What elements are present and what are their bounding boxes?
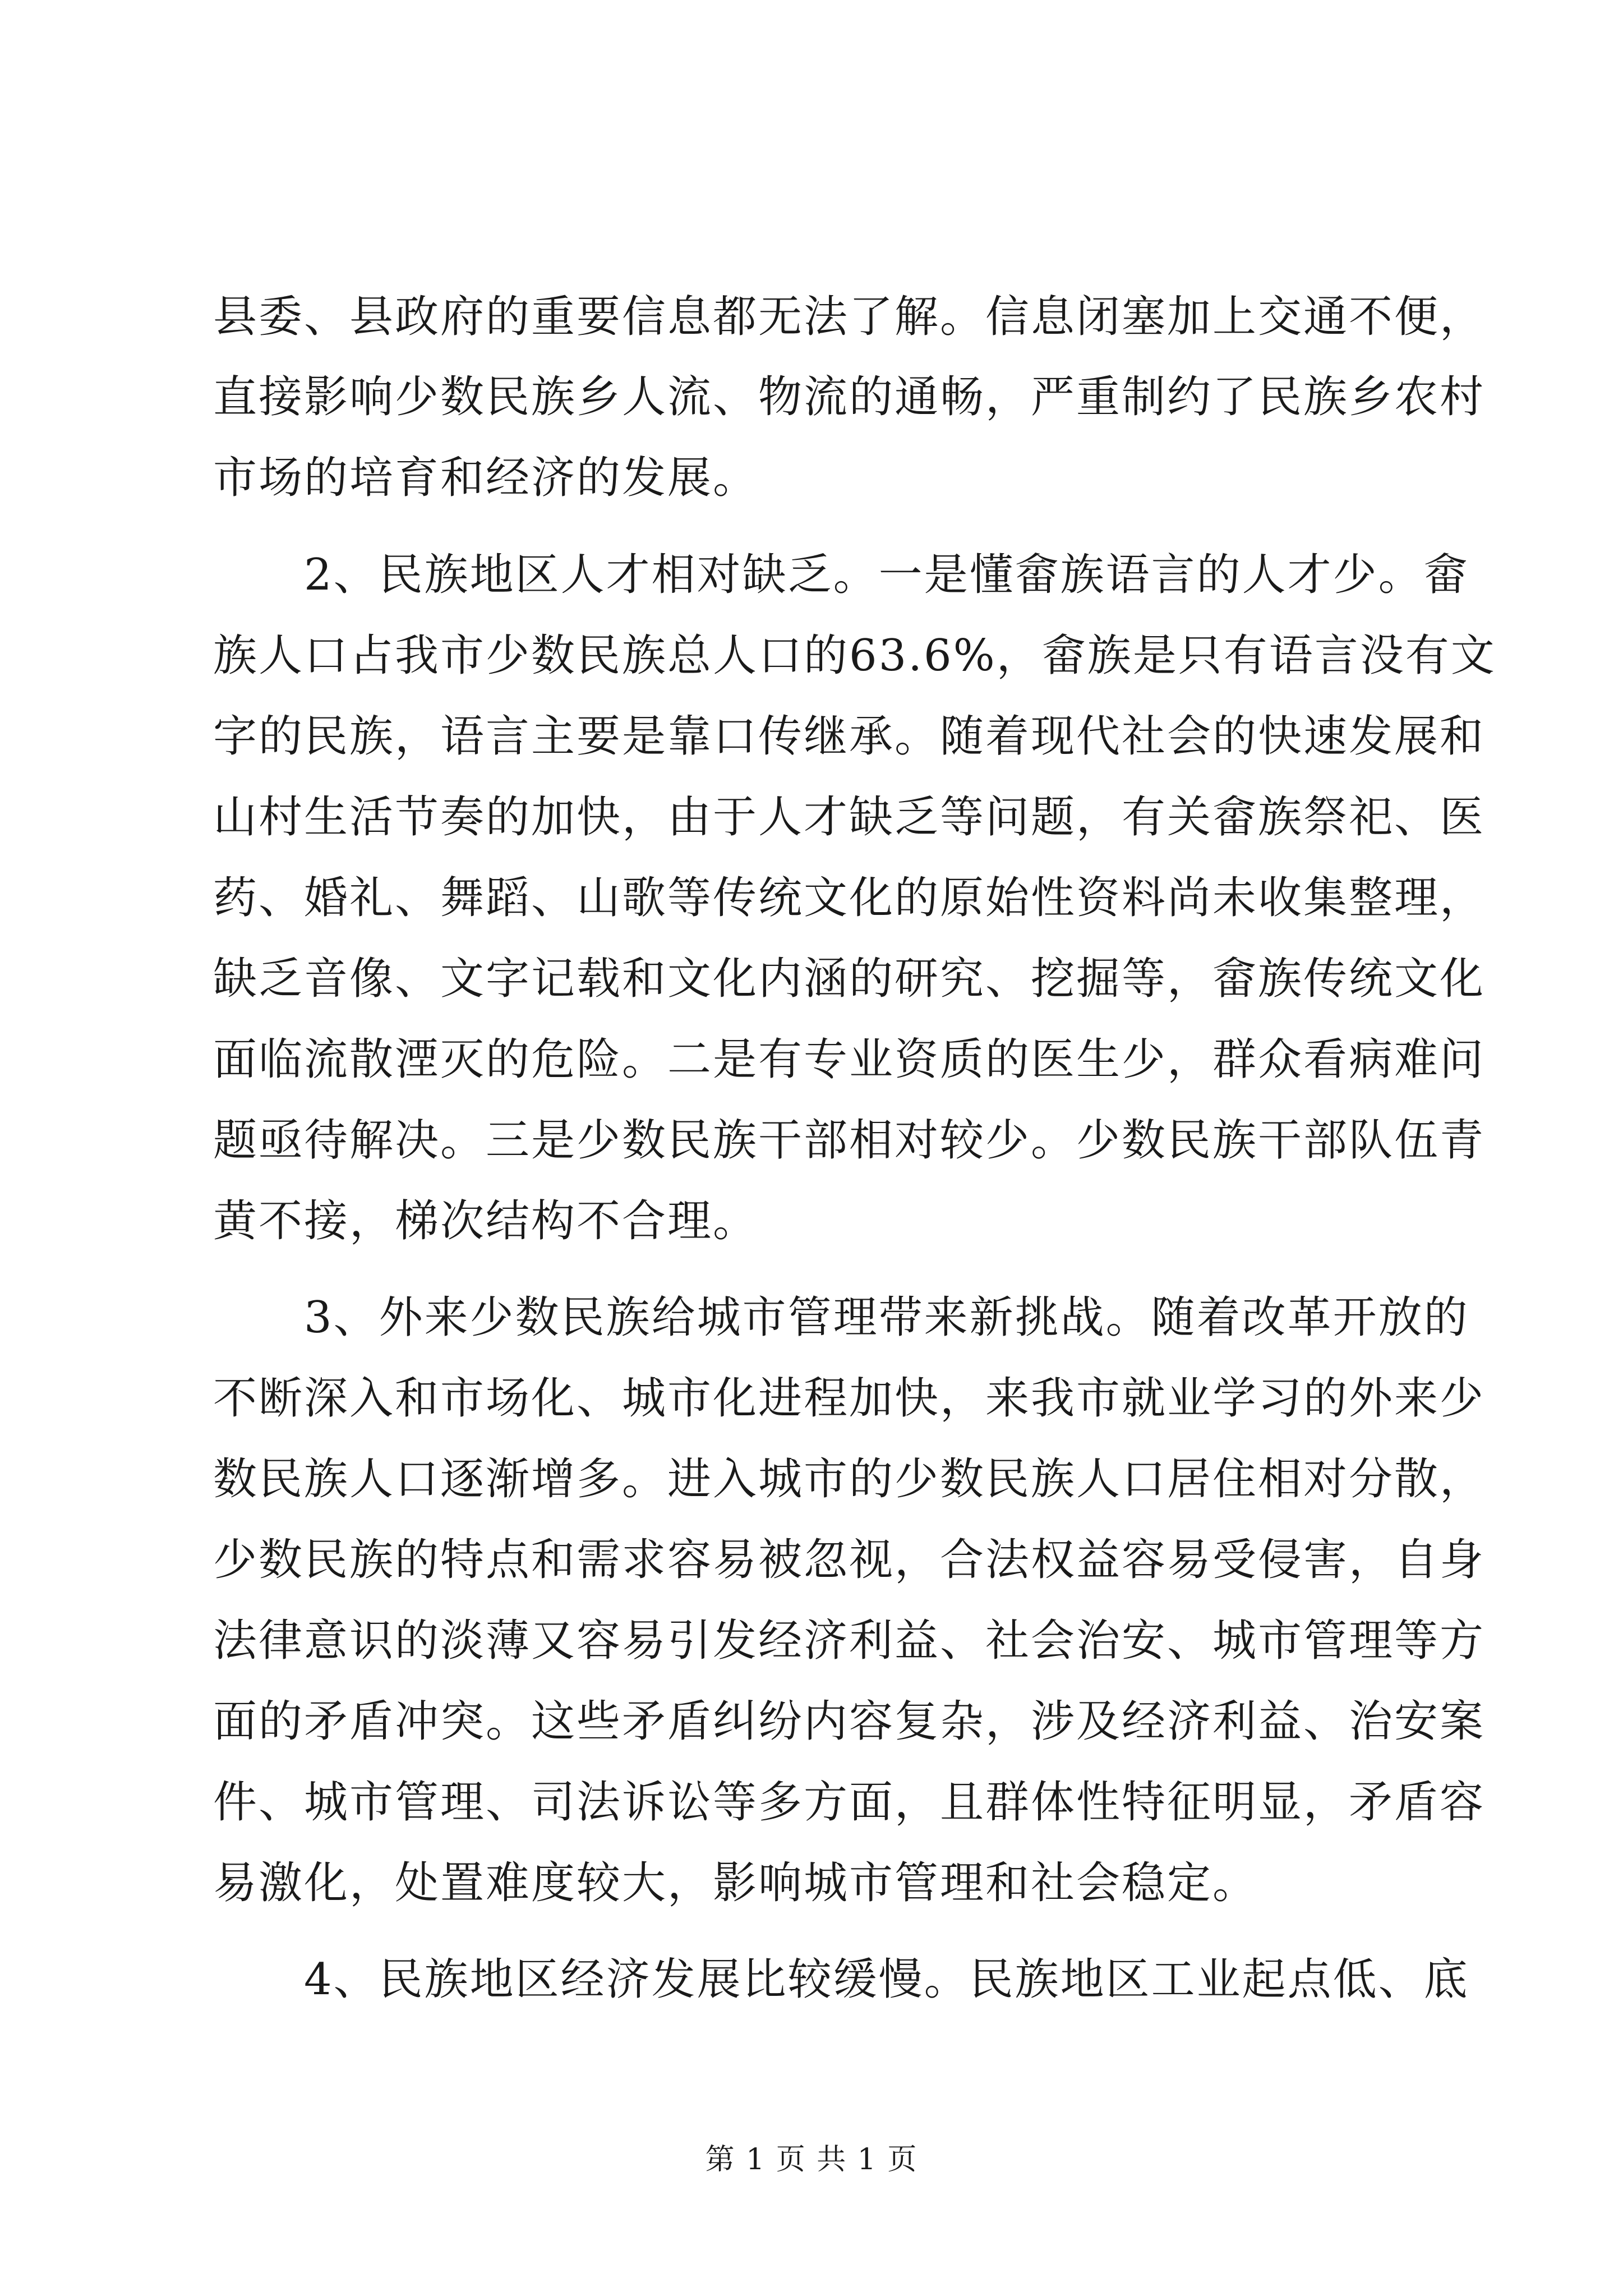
paragraph-heading-line: 3、外来少数民族给城市管理带来新挑战。随着改革开放的 (304, 1292, 1469, 1343)
text-line: 面临流散湮灭的危险。二是有专业资质的医生少，群众看病难问 (213, 1034, 1486, 1085)
text-line: 法律意识的淡薄又容易引发经济利益、社会治安、城市管理等方 (213, 1616, 1486, 1666)
text-line: 题亟待解决。三是少数民族干部相对较少。少数民族干部队伍青 (213, 1115, 1486, 1166)
text-line: 缺乏音像、文字记载和文化内涵的研究、挖掘等，畲族传统文化 (213, 954, 1486, 1004)
text-line: 县委、县政府的重要信息都无法了解。信息闭塞加上交通不便， (213, 292, 1486, 342)
text-line: 族人口占我市少数民族总人口的63.6%，畲族是只有语言没有文 (213, 631, 1496, 681)
text-line: 药、婚礼、舞蹈、山歌等传统文化的原始性资料尚未收集整理， (213, 873, 1486, 923)
text-line: 数民族人口逐渐增多。进入城市的少数民族人口居住相对分散， (213, 1454, 1486, 1504)
text-line: 少数民族的特点和需求容易被忽视，合法权益容易受侵害，自身 (213, 1535, 1486, 1585)
text-line: 面的矛盾冲突。这些矛盾纠纷内容复杂，涉及经济利益、治安案 (213, 1696, 1486, 1747)
text-line: 易激化，处置难度较大，影响城市管理和社会稳定。 (213, 1858, 1258, 1908)
text-line: 件、城市管理、司法诉讼等多方面，且群体性特征明显，矛盾容 (213, 1777, 1486, 1828)
text-line: 黄不接，梯次结构不合理。 (213, 1196, 759, 1246)
text-line: 不断深入和市场化、城市化进程加快，来我市就业学习的外来少 (213, 1373, 1486, 1424)
text-line: 字的民族，语言主要是靠口传继承。随着现代社会的快速发展和 (213, 711, 1486, 762)
paragraph-heading-line: 2、民族地区人才相对缺乏。一是懂畲族语言的人才少。畲 (304, 550, 1469, 600)
text-line: 山村生活节奏的加快，由于人才缺乏等问题，有关畲族祭祀、医 (213, 792, 1486, 843)
text-line: 市场的培育和经济的发展。 (213, 453, 759, 503)
text-line: 直接影响少数民族乡人流、物流的通畅，严重制约了民族乡农村 (213, 372, 1486, 422)
page-number-footer: 第 1 页 共 1 页 (705, 2143, 918, 2177)
paragraph-heading-line: 4、民族地区经济发展比较缓慢。民族地区工业起点低、底 (304, 1954, 1469, 2005)
